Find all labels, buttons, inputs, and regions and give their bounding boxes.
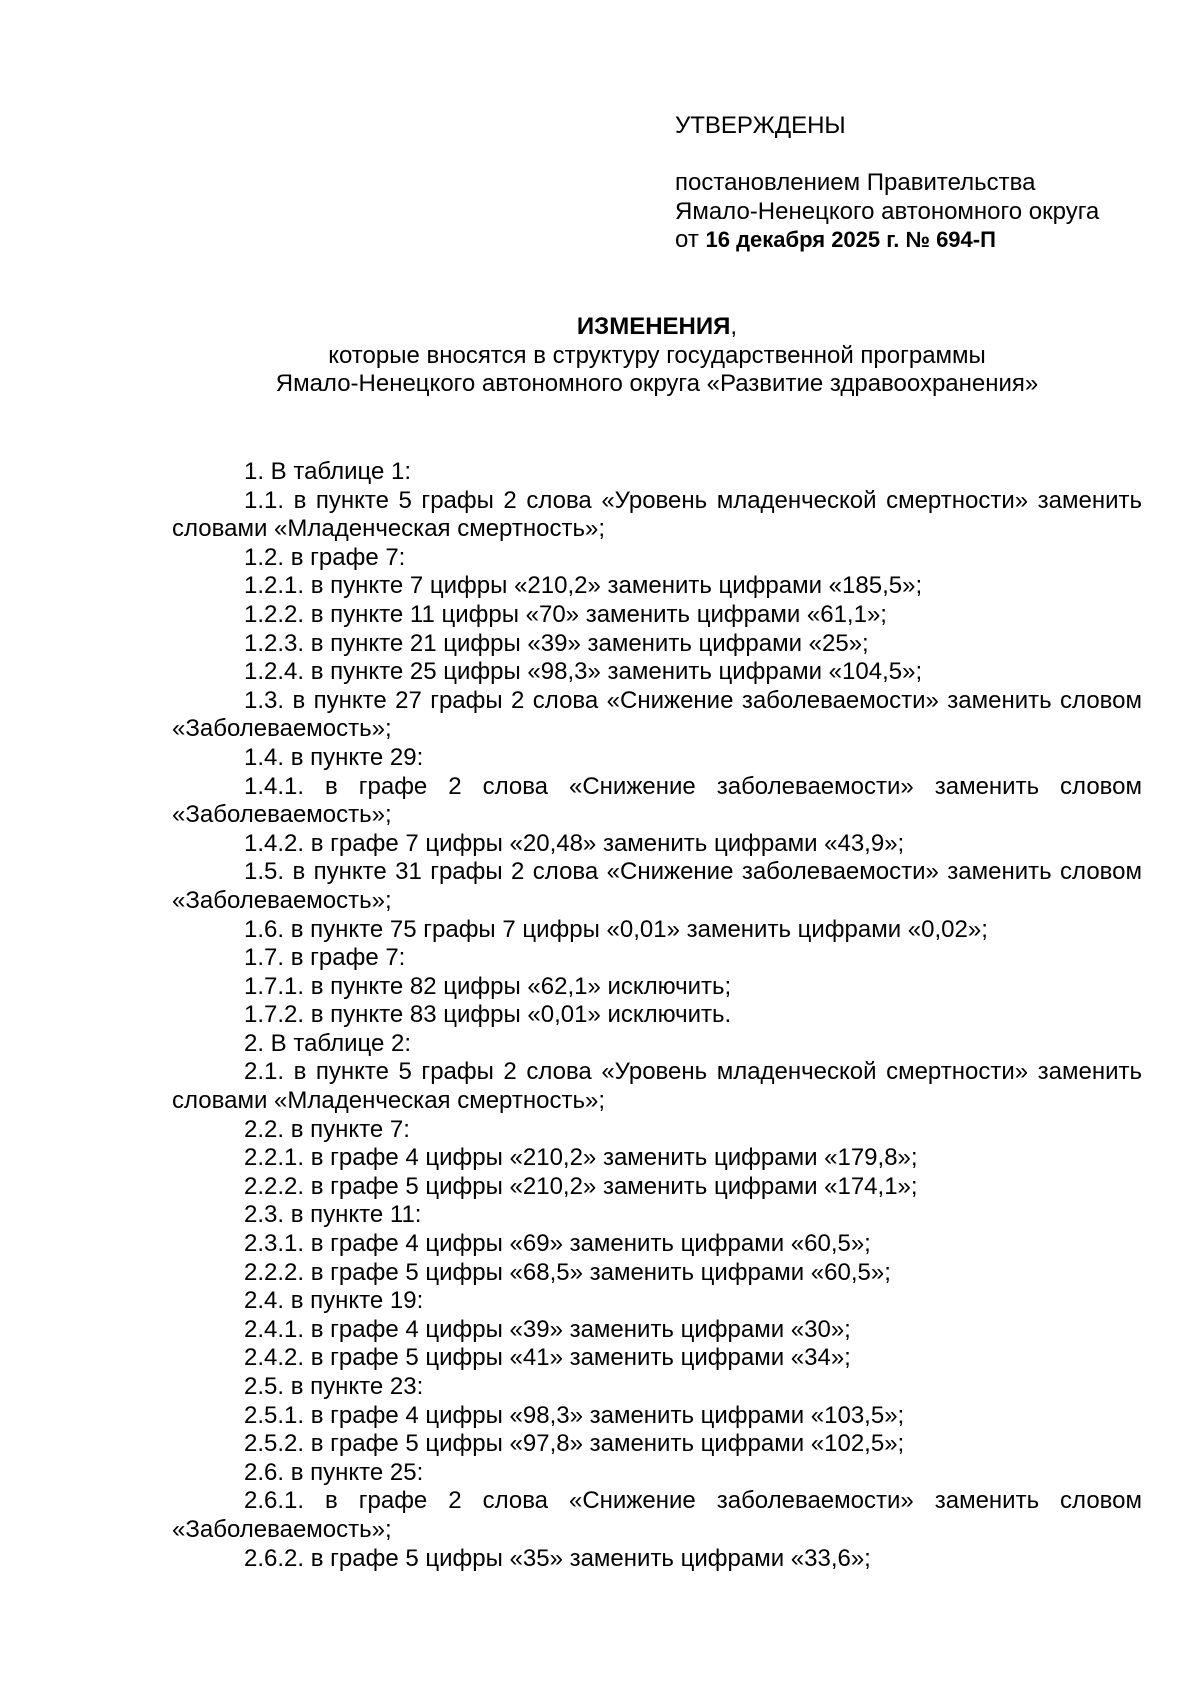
item-paragraph: 2.4. в пункте 19: bbox=[244, 1287, 424, 1315]
item-paragraph: 2.2.2. в графе 5 цифры «210,2» заменить цифрами «174,1»; bbox=[244, 1172, 918, 1200]
item-paragraph: 2.4.2. в графе 5 цифры «41» заменить цифрами «34»; bbox=[244, 1344, 851, 1372]
item-paragraph: 2.6. в пункте 25: bbox=[244, 1458, 424, 1486]
item-paragraph: 2. В таблице 2: bbox=[244, 1029, 412, 1057]
document-title-line bbox=[172, 313, 1142, 342]
decree-number: 16 декабря 2025 г. № 694-П bbox=[705, 227, 996, 253]
document-title: ИЗМЕНЕНИЯ bbox=[576, 313, 731, 340]
item-paragraph: 1.2.1. в пункте 7 цифры «210,2» заменить цифрами «185,5»; bbox=[244, 572, 923, 600]
item-paragraph: 2.2.1. в графе 4 цифры «210,2» заменить цифрами «179,8»; bbox=[244, 1144, 918, 1172]
item-paragraph: 2.5.1. в графе 4 цифры «98,3» заменить цифрами «103,5»; bbox=[244, 1401, 905, 1429]
item-paragraph: 1.2.3. в пункте 21 цифры «39» заменить цифрами «25»; bbox=[244, 629, 869, 657]
item-paragraph: 2.2.2. в графе 5 цифры «68,5» заменить цифрами «60,5»; bbox=[244, 1258, 891, 1286]
item-paragraph: 1.2. в графе 7: bbox=[244, 543, 406, 571]
item-paragraph: 1.4.1. в графе 2 слова «Снижение заболеваемости» заменить словом «Заболеваемость»; bbox=[172, 772, 1142, 829]
item-paragraph: 2.3.1. в графе 4 цифры «69» заменить цифрами «60,5»; bbox=[244, 1230, 871, 1258]
item-paragraph: 1.7.1. в пункте 82 цифры «62,1» исключить; bbox=[244, 972, 732, 1000]
item-paragraph: 1.2.2. в пункте 11 цифры «70» заменить цифрами «61,1»; bbox=[244, 600, 887, 628]
approval-line-2: Ямало-Ненецкого автономного округа bbox=[675, 197, 1100, 225]
item-paragraph: 1.4. в пункте 29: bbox=[244, 743, 424, 771]
approval-stamp bbox=[675, 112, 1175, 255]
item-paragraph: 2.3. в пункте 11: bbox=[244, 1201, 422, 1229]
item-paragraph: 2.2. в пункте 7: bbox=[244, 1115, 410, 1143]
item-paragraph: 1.7. в графе 7: bbox=[244, 944, 406, 972]
item-paragraph: 2.5. в пункте 23: bbox=[244, 1373, 424, 1400]
item-paragraph: 1.5. в пункте 31 графы 2 слова «Снижение заболеваемости» заменить словом «Заболеваемость»; bbox=[172, 858, 1142, 914]
item-paragraph: 2.5.2. в графе 5 цифры «97,8» заменить цифрами «102,5»; bbox=[244, 1430, 905, 1458]
document-title-block bbox=[172, 313, 1142, 399]
item-paragraph: 2.4.1. в графе 4 цифры «39» заменить цифрами «30»; bbox=[244, 1315, 851, 1343]
approval-line-1: постановлением Правительства bbox=[675, 169, 1036, 197]
item-paragraph: 1.2.4. в пункте 25 цифры «98,3» заменить цифрами «104,5»; bbox=[244, 658, 923, 686]
item-paragraph: 1.6. в пункте 75 графы 7 цифры «0,01» заменить цифрами «0,02»; bbox=[244, 915, 988, 943]
document-body bbox=[172, 458, 1142, 1573]
item-paragraph: 1.7.2. в пункте 83 цифры «0,01» исключить. bbox=[244, 1001, 732, 1029]
document-subtitle-line-1: которые вносятся в структуру государственной программы bbox=[328, 341, 986, 369]
item-paragraph: 2.6.2. в графе 5 цифры «35» заменить цифрами «33,6»; bbox=[244, 1544, 871, 1572]
item-paragraph: 1.1. в пункте 5 графы 2 слова «Уровень младенческой смертности» заменить словами «Младенческая смертность»; bbox=[172, 486, 1142, 543]
approval-from-prefix: от bbox=[675, 226, 706, 254]
approval-heading: УТВЕРЖДЕНЫ bbox=[675, 112, 846, 139]
approval-date-line bbox=[675, 226, 1175, 255]
item-paragraph: 1.3. в пункте 27 графы 2 слова «Снижение заболеваемости» заменить словом «Заболеваемость»; bbox=[172, 686, 1142, 743]
item-paragraph: 1.4.2. в графе 7 цифры «20,48» заменить цифрами «43,9»; bbox=[244, 829, 905, 857]
item-paragraph: 1. В таблице 1: bbox=[244, 458, 412, 485]
document-title-suffix: , bbox=[730, 313, 738, 340]
document-subtitle-line-2: Ямало-Ненецкого автономного округа «Развитие здравоохранения» bbox=[275, 370, 1039, 398]
item-paragraph: 2.6.1. в графе 2 слова «Снижение заболеваемости» заменить словом «Заболеваемость»; bbox=[172, 1487, 1142, 1543]
item-paragraph: 2.1. в пункте 5 графы 2 слова «Уровень младенческой смертности» заменить словами «Младенческая смертность»; bbox=[172, 1058, 1142, 1115]
